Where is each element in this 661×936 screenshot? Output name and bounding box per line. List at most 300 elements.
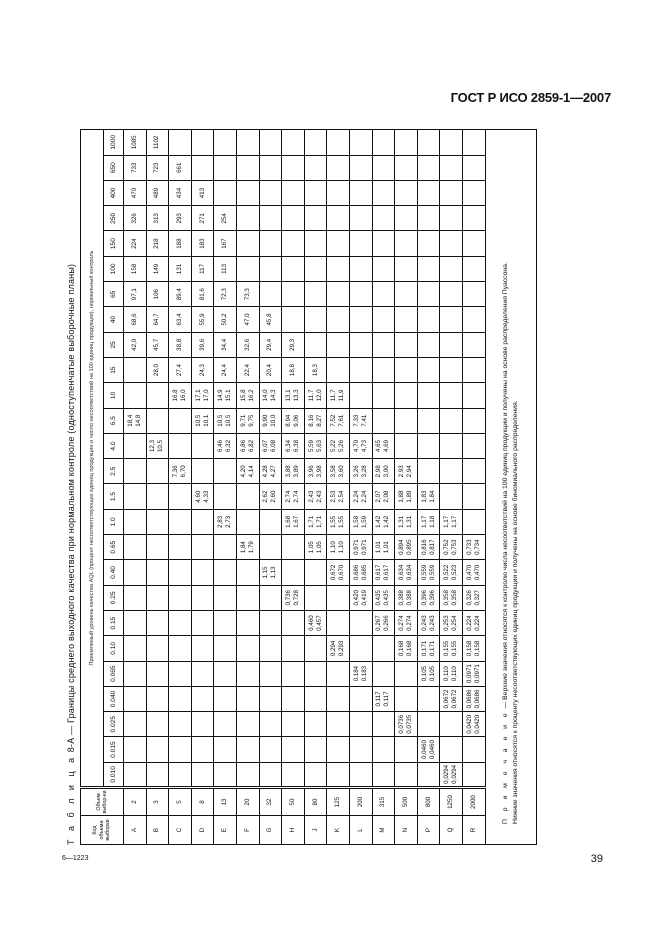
cell-aoql-value (462, 712, 485, 737)
cell-aoql-value (259, 307, 282, 332)
aoql-value: 0,0686 (465, 689, 473, 709)
cell-aoql-value (440, 686, 463, 711)
aoql-value: 8,94 (284, 414, 292, 427)
cell-aoql-value (282, 737, 305, 762)
aoql-value: 10,1 (202, 414, 210, 427)
cell-aoql-value (282, 762, 305, 787)
aoql-value: 2,73 (225, 515, 233, 528)
table-row (304, 130, 327, 845)
cell-aoql-value (327, 332, 350, 357)
cell-aoql-value (191, 686, 214, 711)
cell-aoql-value (327, 712, 350, 737)
aoql-value: 2,83 (217, 515, 225, 528)
aoql-value: 16,0 (179, 389, 187, 402)
cell-aoql-value (372, 585, 395, 610)
cell-aoql-value (372, 737, 395, 762)
cell-aoql-value (236, 610, 259, 635)
cell-aoql-value (304, 408, 327, 433)
cell-aoql-value (169, 130, 192, 156)
aoql-value: 1,68 (284, 515, 292, 528)
table-row (146, 130, 169, 845)
cell-aoql-value (214, 282, 237, 307)
table-row (191, 130, 214, 845)
aql-column-header: 10 (104, 383, 124, 408)
aoql-value: 0,254 (451, 615, 459, 631)
aoql-value: 0,734 (473, 539, 481, 555)
aoql-value: 1,88 (397, 490, 405, 503)
cell-aoql-value (372, 307, 395, 332)
cell-sample-size: 200 (349, 788, 372, 816)
aoql-value: 106 (153, 289, 161, 300)
cell-aoql-value (124, 686, 147, 711)
aoql-value: 16,8 (171, 389, 179, 402)
cell-aoql-value (327, 484, 350, 509)
aoql-value: 50,2 (221, 313, 229, 326)
aoql-value: 2,24 (360, 490, 368, 503)
cell-aoql-value (282, 636, 305, 661)
cell-aoql-value (327, 459, 350, 484)
aoql-value: 2,08 (383, 490, 391, 503)
cell-aoql-value (282, 231, 305, 256)
cell-aoql-value (417, 206, 440, 231)
cell-code: Q (440, 816, 463, 845)
cell-aoql-value (282, 282, 305, 307)
cell-aoql-value (191, 737, 214, 762)
aoql-value: 4,28 (262, 465, 270, 478)
aoql-value: 1,10 (338, 541, 346, 554)
cell-aoql-value (349, 155, 372, 180)
cell-aoql-value (124, 661, 147, 686)
aoql-value: 2,43 (307, 490, 315, 503)
cell-aoql-value (395, 712, 418, 737)
cell-aoql-value (304, 535, 327, 560)
cell-aoql-value (462, 459, 485, 484)
cell-aoql-value (417, 383, 440, 408)
aoql-value: 1,17 (451, 515, 459, 528)
cell-aoql-value (146, 484, 169, 509)
cell-aoql-value (124, 383, 147, 408)
cell-aoql-value (327, 180, 350, 205)
aoql-value: 3,26 (352, 465, 360, 478)
cell-aoql-value (191, 509, 214, 534)
aoql-value: 271 (198, 213, 206, 224)
aoql-value: 27,4 (175, 364, 183, 377)
aoql-value: 18,3 (311, 364, 319, 377)
cell-aoql-value (191, 484, 214, 509)
aoql-value: 29,4 (266, 338, 274, 351)
cell-aoql-value (124, 433, 147, 458)
aql-column-header: 0.015 (104, 737, 124, 762)
aoql-value: 32,6 (243, 338, 251, 351)
note-line-1: — Верхние значения относятся к контролю числа несоответствий на 100 единиц продукции и получены на основе распределения Пуассона. (501, 262, 509, 709)
aoql-value: 6,86 (239, 439, 247, 453)
cell-aoql-value (395, 636, 418, 661)
aoql-value: 1,05 (307, 541, 315, 554)
cell-sample-size: 800 (417, 788, 440, 816)
cell-aoql-value (169, 408, 192, 433)
aoql-value: 0,460 (307, 615, 315, 631)
cell-aoql-value (349, 712, 372, 737)
aoql-value: 0,224 (465, 615, 473, 631)
aoql-value: 16,2 (247, 389, 255, 402)
cell-aoql-value (169, 560, 192, 585)
cell-aoql-value (395, 535, 418, 560)
cell-aoql-value (236, 686, 259, 711)
cell-aoql-value (191, 459, 214, 484)
cell-aoql-value (440, 636, 463, 661)
aoql-value: 0,267 (375, 615, 383, 631)
cell-aoql-value (395, 332, 418, 357)
aoql-value: 8,27 (315, 414, 323, 427)
aoql-value: 11,7 (307, 389, 315, 402)
cell-aoql-value (214, 357, 237, 382)
cell-aoql-value (417, 357, 440, 382)
cell-aoql-value (124, 737, 147, 762)
aoql-value: 218 (153, 238, 161, 249)
aoql-value: 1,18 (428, 515, 436, 528)
aoql-value: 0,168 (397, 640, 405, 657)
cell-aoql-value (417, 231, 440, 256)
aoql-value: 0,105 (428, 665, 436, 682)
cell-aoql-value (124, 206, 147, 231)
cell-aoql-value (146, 307, 169, 332)
aql-column-header: 2.5 (104, 459, 124, 484)
cell-code: J (304, 816, 327, 845)
cell-aoql-value (236, 484, 259, 509)
aoql-value: 0,110 (443, 666, 451, 682)
aql-column-header: 0.040 (104, 686, 124, 711)
cell-aoql-value (349, 762, 372, 787)
cell-aoql-value (282, 130, 305, 156)
aoql-value: 0,971 (360, 539, 368, 555)
cell-aoql-value (146, 610, 169, 635)
aoql-value: 9,75 (247, 414, 255, 427)
aoql-value: 10,0 (270, 414, 278, 427)
aoql-value: 0,0460 (420, 740, 428, 760)
table-body (124, 130, 486, 845)
cell-aoql-value (236, 256, 259, 281)
cell-sample-size: 32 (259, 788, 282, 816)
cell-aoql-value (304, 560, 327, 585)
cell-aoql-value (462, 180, 485, 205)
cell-aoql-value (462, 231, 485, 256)
cell-sample-size: 2000 (462, 788, 485, 816)
aoql-value: 89,4 (175, 288, 183, 301)
table-row (169, 130, 192, 845)
cell-aoql-value (372, 484, 395, 509)
table-number: 8-А (66, 737, 76, 753)
aoql-value: 7,33 (352, 414, 360, 427)
rotated-table-container (62, 125, 562, 845)
aoql-value: 183 (198, 238, 206, 249)
aoql-value: 10,5 (225, 414, 233, 427)
cell-aoql-value (304, 509, 327, 534)
cell-code: D (191, 816, 214, 845)
cell-aoql-value (282, 433, 305, 458)
cell-aoql-value (462, 433, 485, 458)
cell-aoql-value (327, 130, 350, 156)
aoql-value: 6,32 (225, 439, 233, 453)
aoql-value: 0,817 (428, 539, 436, 555)
aoql-value: 188 (175, 238, 183, 249)
cell-aoql-value (372, 256, 395, 281)
aoql-value: 9,06 (292, 414, 300, 427)
cell-aoql-value (124, 636, 147, 661)
cell-aoql-value (214, 383, 237, 408)
cell-code: N (395, 816, 418, 845)
cell-aoql-value (462, 661, 485, 686)
cell-aoql-value (440, 256, 463, 281)
table-row (124, 130, 147, 845)
cell-aoql-value (259, 130, 282, 156)
aql-column-header: 0.15 (104, 610, 124, 635)
cell-aoql-value (124, 762, 147, 787)
table-label: Т а б л и ц а (66, 754, 76, 845)
cell-code: G (259, 816, 282, 845)
cell-aoql-value (191, 231, 214, 256)
aoql-value: 2,07 (375, 490, 383, 503)
cell-aoql-value (169, 459, 192, 484)
cell-aoql-value (417, 282, 440, 307)
table-row (372, 130, 395, 845)
cell-aoql-value (124, 535, 147, 560)
cell-aoql-value (440, 610, 463, 635)
cell-aoql-value (259, 610, 282, 635)
cell-aoql-value (417, 130, 440, 156)
aoql-value: 0,670 (338, 564, 346, 581)
cell-aoql-value (395, 180, 418, 205)
footer-print-code: 6—1223 (62, 855, 89, 862)
aoql-value: 7,36 (171, 465, 179, 478)
cell-aoql-value (462, 408, 485, 433)
aoql-value: 1,42 (383, 515, 391, 528)
cell-aoql-value (124, 282, 147, 307)
cell-aoql-value (349, 636, 372, 661)
cell-aoql-value (327, 610, 350, 635)
aoql-value: 1,79 (247, 541, 255, 554)
cell-aoql-value (304, 433, 327, 458)
cell-aoql-value (304, 383, 327, 408)
cell-aoql-value (372, 130, 395, 156)
aoql-value: 7,41 (360, 414, 368, 427)
cell-aoql-value (327, 383, 350, 408)
cell-aoql-value (169, 357, 192, 382)
cell-aoql-value (327, 686, 350, 711)
cell-sample-size: 1250 (440, 788, 463, 816)
cell-aoql-value (349, 585, 372, 610)
aoql-value: 12,0 (315, 389, 323, 402)
cell-aoql-value (282, 610, 305, 635)
aoql-value: 73,3 (243, 288, 251, 301)
cell-aoql-value (124, 509, 147, 534)
aql-column-header: 0.25 (104, 585, 124, 610)
cell-sample-size: 500 (395, 788, 418, 816)
cell-aoql-value (395, 686, 418, 711)
cell-aoql-value (169, 231, 192, 256)
cell-aoql-value (304, 155, 327, 180)
cell-aoql-value (259, 357, 282, 382)
aoql-value: 6,07 (262, 439, 270, 453)
cell-aoql-value (395, 661, 418, 686)
cell-aoql-value (124, 130, 147, 156)
aoql-value: 0,168 (405, 640, 413, 657)
cell-aoql-value (146, 585, 169, 610)
aoql-value: 1,42 (375, 515, 383, 528)
cell-aoql-value (191, 307, 214, 332)
cell-aoql-value (349, 610, 372, 635)
cell-aoql-value (327, 256, 350, 281)
table-row (214, 130, 237, 845)
cell-aoql-value (236, 155, 259, 180)
cell-aoql-value (191, 585, 214, 610)
cell-aoql-value (440, 762, 463, 787)
cell-code: K (327, 816, 350, 845)
cell-aoql-value (462, 737, 485, 762)
cell-aoql-value (214, 636, 237, 661)
cell-aoql-value (169, 332, 192, 357)
aql-column-header: 0.010 (104, 762, 124, 787)
cell-aoql-value (124, 408, 147, 433)
aoql-value: 0,388 (405, 590, 413, 606)
cell-aoql-value (462, 560, 485, 585)
cell-aoql-value (304, 610, 327, 635)
aoql-value: 0,0294 (451, 764, 459, 784)
aoql-value: 0,672 (330, 564, 338, 581)
cell-aoql-value (146, 636, 169, 661)
aoql-value: 14,3 (270, 389, 278, 402)
cell-aoql-value (236, 383, 259, 408)
aoql-value: 4,65 (375, 439, 383, 453)
table-row (417, 130, 440, 845)
aoql-value: 0,105 (420, 665, 428, 682)
cell-aoql-value (169, 433, 192, 458)
cell-aoql-value (124, 180, 147, 205)
aoql-value: 1,31 (405, 515, 413, 528)
cell-aoql-value (282, 332, 305, 357)
cell-aoql-value (440, 408, 463, 433)
cell-aoql-value (169, 155, 192, 180)
cell-aoql-value (191, 130, 214, 156)
aoql-value: 1,17 (420, 515, 428, 528)
aoql-value: 0,396 (428, 590, 436, 606)
cell-aoql-value (372, 282, 395, 307)
table-caption (62, 125, 80, 845)
cell-aoql-value (417, 332, 440, 357)
cell-aoql-value (349, 130, 372, 156)
cell-aoql-value (440, 357, 463, 382)
aoql-value: 1,17 (443, 515, 451, 528)
cell-aoql-value (417, 686, 440, 711)
aoql-value: 0,0460 (428, 740, 436, 760)
aoql-value: 0,971 (352, 539, 360, 555)
cell-aoql-value (259, 282, 282, 307)
aoql-value: 2,98 (375, 465, 383, 478)
aoql-value: 0,0735 (405, 714, 413, 734)
cell-aoql-value (395, 459, 418, 484)
aoql-value: 0,816 (420, 539, 428, 555)
cell-aoql-value (282, 383, 305, 408)
cell-aoql-value (146, 762, 169, 787)
cell-aoql-value (349, 484, 372, 509)
aoql-value: 313 (153, 213, 161, 224)
cell-aoql-value (191, 256, 214, 281)
aoql-value: 489 (153, 187, 161, 199)
aoql-value: 0,617 (375, 564, 383, 581)
cell-aoql-value (191, 155, 214, 180)
cell-aoql-value (395, 433, 418, 458)
cell-aoql-value (349, 535, 372, 560)
cell-aoql-value (304, 282, 327, 307)
aoql-value: 0,728 (292, 590, 300, 606)
aoql-value: 0,634 (397, 564, 405, 581)
aoql-value: 0,184 (352, 665, 360, 682)
cell-aoql-value (372, 357, 395, 382)
aoql-value: 723 (153, 162, 161, 173)
cell-aoql-value (236, 459, 259, 484)
aoql-value: 1,67 (292, 515, 300, 528)
aoql-value: 24,3 (198, 364, 206, 377)
cell-aoql-value (236, 762, 259, 787)
cell-aoql-value (191, 383, 214, 408)
cell-aoql-value (124, 610, 147, 635)
aoql-value: 1,83 (420, 490, 428, 503)
aoql-value: 0,243 (420, 615, 428, 631)
cell-aoql-value (349, 433, 372, 458)
cell-aoql-value (214, 231, 237, 256)
cell-aoql-value (395, 282, 418, 307)
aoql-value: 29,3 (288, 338, 296, 351)
cell-aoql-value (259, 686, 282, 711)
cell-aoql-value (146, 661, 169, 686)
aoql-value: 434 (175, 187, 183, 199)
aoql-value: 0,0294 (443, 764, 451, 784)
cell-aoql-value (282, 585, 305, 610)
aoql-value: 14,9 (217, 389, 225, 402)
aoql-value: 39,6 (198, 338, 206, 351)
cell-aoql-value (169, 509, 192, 534)
cell-aoql-value (169, 484, 192, 509)
cell-aoql-value (349, 383, 372, 408)
aoql-value: 6,46 (217, 439, 225, 453)
aoql-value: 0,559 (428, 564, 436, 581)
aoql-value: 6,70 (179, 465, 187, 478)
cell-aoql-value (282, 180, 305, 205)
aoql-value: 9,71 (239, 414, 247, 427)
aql-column-header: 40 (104, 307, 124, 332)
cell-aoql-value (462, 282, 485, 307)
cell-aoql-value (395, 509, 418, 534)
aql-column-header: 0.10 (104, 636, 124, 661)
cell-code: F (236, 816, 259, 845)
aoql-value: 0,293 (338, 640, 346, 657)
cell-aoql-value (462, 383, 485, 408)
cell-aoql-value (440, 484, 463, 509)
aoql-value: 3,98 (315, 465, 323, 478)
aoql-value: 0,0672 (443, 689, 451, 709)
cell-aoql-value (191, 357, 214, 382)
cell-aoql-value (236, 737, 259, 762)
aoql-value: 4,69 (383, 439, 391, 453)
table-row (327, 130, 350, 845)
cell-aoql-value (146, 130, 169, 156)
aoql-value: 0,894 (397, 539, 405, 555)
cell-aoql-value (282, 712, 305, 737)
aoql-value: 4,20 (239, 465, 247, 478)
cell-aoql-value (440, 459, 463, 484)
cell-aoql-value (417, 585, 440, 610)
aoql-value: 2,93 (397, 465, 405, 478)
cell-aoql-value (282, 560, 305, 585)
